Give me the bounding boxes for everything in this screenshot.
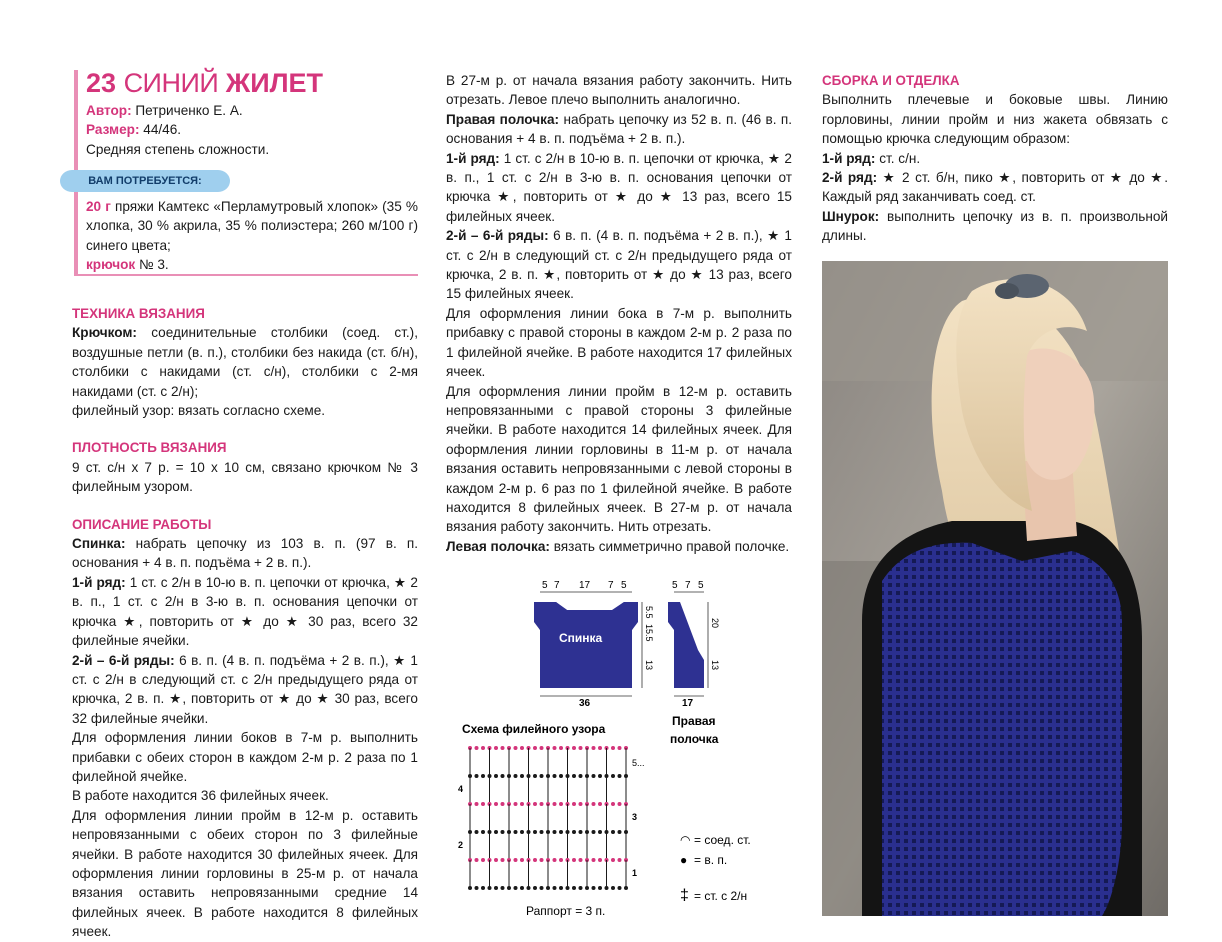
chain-stitch-dot <box>520 830 524 834</box>
chain-stitch-dot <box>514 886 518 890</box>
legend-symbol-1: ◠ <box>680 833 691 847</box>
chain-stitch-dot <box>559 746 563 750</box>
chain-stitch-dot <box>533 802 537 806</box>
chain-stitch-dot <box>514 802 518 806</box>
chain-stitch-dot <box>572 802 576 806</box>
chain-stitch-dot <box>553 746 557 750</box>
diagrams-area <box>446 570 816 930</box>
chain-stitch-dot <box>611 802 615 806</box>
chain-stitch-dot <box>475 830 479 834</box>
chain-stitch-dot <box>553 774 557 778</box>
chain-stitch-dot <box>481 746 485 750</box>
legend-symbol-3: ‡ <box>680 887 689 904</box>
back-label: Спинка: <box>72 536 126 552</box>
chain-stitch-dot <box>514 858 518 862</box>
chain-stitch-dot <box>501 774 505 778</box>
chain-stitch-dot <box>514 830 518 834</box>
chain-stitch-dot <box>546 886 550 890</box>
chain-stitch-dot <box>611 886 615 890</box>
chain-stitch-dot <box>520 802 524 806</box>
back-dim-top-2: 7 <box>554 580 560 591</box>
back-dim-top-3: 17 <box>579 580 591 591</box>
page-title <box>86 68 323 99</box>
chain-stitch-dot <box>520 886 524 890</box>
chain-stitch-dot <box>481 858 485 862</box>
chain-stitch-dot <box>598 802 602 806</box>
chain-stitch-dot <box>605 886 609 890</box>
chain-stitch-dot <box>514 774 518 778</box>
chain-stitch-dot <box>540 830 544 834</box>
row-number-1: 1 <box>632 868 638 878</box>
chain-stitch-dot <box>559 830 563 834</box>
chain-stitch-dot <box>579 886 583 890</box>
size-value: 44/46. <box>143 122 182 138</box>
chain-stitch-dot <box>572 886 576 890</box>
chain-stitch-dot <box>481 774 485 778</box>
chain-stitch-dot <box>533 858 537 862</box>
back-dim-side-1: 5.5 <box>644 606 654 619</box>
chain-stitch-dot <box>572 858 576 862</box>
right-front-text: набрать цепочку из 52 в. п. (46 в. п. основания + 4 в. п. подъёма + 2 в. п.). <box>446 111 793 147</box>
chain-stitch-dot <box>481 802 485 806</box>
column-1 <box>72 304 418 942</box>
back-dim-top-5: 5 <box>621 580 627 591</box>
front-row1-text: 1 ст. с 2/н в 10-ю в. п. цепочки от крючка, ★ 2 в. п., 1 ст. с 2/н в 3-ю в. п. основания цепочки от крючка ★, повторить от ★ до ★ 13 раз, всего 15 филейных ячеек. <box>446 150 792 224</box>
chain-stitch-dot <box>624 886 628 890</box>
front-dim-side-1: 20 <box>710 618 720 629</box>
back-para-1: Для оформления линии боков в 7-м р. выполнить прибавки с обеих сторон в каждом 2-м р. 2 раза по 1 филейной ячейке. <box>72 730 418 784</box>
lace-text: выполнить цепочку из в. п. произвольной длины. <box>822 208 1168 244</box>
back-piece-label: Спинка <box>559 631 603 645</box>
chain-stitch-dot <box>579 746 583 750</box>
chain-stitch-dot <box>579 858 583 862</box>
yarn-text: пряжи Камтекс «Перламутровый хлопок» (35 % хлопка, 30 % акрила, 35 % полиэстера; 260 м/100 г) синего цвета; <box>86 199 418 253</box>
chain-stitch-dot <box>592 830 596 834</box>
front-dim-top-3: 5 <box>698 580 704 591</box>
density-text: 9 ст. с/н х 7 р. = 10 х 10 см, связано крючком № 3 филейным узором. <box>72 459 418 495</box>
chain-stitch-dot <box>618 858 622 862</box>
chain-stitch-dot <box>475 858 479 862</box>
chain-stitch-dot <box>501 886 505 890</box>
front-row2-label: 2-й – 6-й ряды: <box>446 228 549 244</box>
chain-stitch-dot <box>488 886 492 890</box>
edge-row1-label: 1-й ряд: <box>822 150 876 166</box>
legend-text-2: = в. п. <box>694 853 728 867</box>
technique-label: Крючком: <box>72 325 137 341</box>
col2-para-2: Для оформления линии пройм в 12-м р. оставить непровязанными с правой стороны 3 филейные ячейки. В работе находится 14 филейных ячеек. Для оформления линии горловины в 11-м р. от начала вязания оставить непровязанными с левой стороны в каждом 2-м р. 6 раз по 1 филейной ячейке. В работе находится 8 филейных ячеек. В 27-м р. от начала вязания работу закончить. Нить отрезать. <box>446 383 792 535</box>
chain-stitch-dot <box>494 802 498 806</box>
chain-stitch-dot <box>611 774 615 778</box>
row-number-3: 3 <box>632 812 638 822</box>
chain-stitch-dot <box>598 886 602 890</box>
back-row2-label: 2-й – 6-й ряды: <box>72 652 175 668</box>
chain-stitch-dot <box>592 746 596 750</box>
chain-stitch-dot <box>592 886 596 890</box>
difficulty: Средняя степень сложности. <box>86 141 270 157</box>
chain-stitch-dot <box>618 802 622 806</box>
back-dim-side-2: 15.5 <box>644 624 654 642</box>
row-number-2: 2 <box>458 840 464 850</box>
chain-stitch-dot <box>540 858 544 862</box>
description-heading: ОПИСАНИЕ РАБОТЫ <box>72 516 212 532</box>
scheme-grid <box>468 746 628 890</box>
title-word-1: СИНИЙ <box>123 68 219 98</box>
chain-stitch-dot <box>475 774 479 778</box>
chain-stitch-dot <box>533 830 537 834</box>
author-label: Автор: <box>86 103 132 118</box>
chain-stitch-dot <box>494 746 498 750</box>
scheme-title: Схема филейного узора <box>462 722 606 736</box>
chain-stitch-dot <box>553 886 557 890</box>
chain-stitch-dot <box>553 858 557 862</box>
back-piece-diagram <box>534 580 654 709</box>
chain-stitch-dot <box>553 830 557 834</box>
pattern-number: 23 <box>86 68 117 98</box>
back-para-2: В работе находится 36 филейных ячеек. <box>72 788 329 804</box>
front-dim-side-2: 13 <box>710 660 720 671</box>
chain-stitch-dot <box>553 802 557 806</box>
front-row2-text: 6 в. п. (4 в. п. подъёма + 2 в. п.), ★ 1 ст. с 2/н в следующий ст. с 2/н предыдущего ряда от крючка, 2 в. п. ★, повторить от ★ до ★ 13 раз, всего 15 филейных ячеек. <box>446 228 792 302</box>
chain-stitch-dot <box>618 830 622 834</box>
chain-stitch-dot <box>585 886 589 890</box>
chain-stitch-dot <box>566 886 570 890</box>
assembly-heading: СБОРКА И ОТДЕЛКА <box>822 73 960 88</box>
chain-stitch-dot <box>559 858 563 862</box>
row-number-4: 4 <box>458 784 464 794</box>
title-word-2: ЖИЛЕТ <box>225 68 324 98</box>
pattern-diagrams <box>446 570 816 930</box>
filet-scheme <box>458 722 645 918</box>
chain-stitch-dot <box>572 746 576 750</box>
chain-stitch-dot <box>572 830 576 834</box>
rapport-text: Раппорт = 3 п. <box>526 904 606 918</box>
chain-stitch-dot <box>520 774 524 778</box>
chain-stitch-dot <box>579 774 583 778</box>
hook-value: № 3. <box>138 257 169 273</box>
edge-row2-label: 2-й ряд: <box>822 170 878 186</box>
chain-stitch-dot <box>611 858 615 862</box>
chain-stitch-dot <box>540 802 544 806</box>
back-text: набрать цепочку из 103 в. п. (97 в. п. основания + 4 в. п. подъёма + 2 в. п.). <box>72 536 419 571</box>
chain-stitch-dot <box>501 746 505 750</box>
size-label: Размер: <box>86 122 140 138</box>
front-dim-top-1: 5 <box>672 580 678 591</box>
legend-symbol-2: ● <box>680 853 688 867</box>
yarn-amount: 20 г <box>86 199 111 214</box>
chain-stitch-dot <box>611 746 615 750</box>
chain-stitch-dot <box>559 886 563 890</box>
col2-para-1: Для оформления линии бока в 7-м р. выполнить прибавку с правой стороны в каждом 2-м р. 2 раза по 1 филейной ячейке. В работе находится 17 филейных ячеек. <box>446 305 792 380</box>
chain-stitch-dot <box>520 746 524 750</box>
chain-stitch-dot <box>559 802 563 806</box>
chain-stitch-dot <box>533 774 537 778</box>
scheme-legend <box>680 833 751 904</box>
legend-text-1: = соед. ст. <box>694 833 751 847</box>
technique-text-2: филейный узор: вязать согласно схеме. <box>72 403 326 419</box>
assembly-text: Выполнить плечевые и боковые швы. Линию горловины, линии пройм и низ жакета обвязать с помощью крючка следующим образом: <box>822 92 1168 147</box>
chain-stitch-dot <box>481 886 485 890</box>
chain-stitch-dot <box>520 858 524 862</box>
front-dim-top-2: 7 <box>685 580 691 591</box>
back-para-3: Для оформления линии пройм в 12-м р. оставить непровязанными с обеих сторон по 3 филейные ячейки. В работе находится 30 филейных ячеек. Для оформления линии горловины в 25-м р. от начала вязания оставить непровязанными средние 14 филейных ячеек. В работе находится 8 филейных ячеек. <box>72 807 418 940</box>
chain-stitch-dot <box>592 802 596 806</box>
chain-stitch-dot <box>501 858 505 862</box>
chain-stitch-dot <box>598 774 602 778</box>
density-heading: ПЛОТНОСТЬ ВЯЗАНИЯ <box>72 440 227 456</box>
lace-label: Шнурок: <box>822 208 880 224</box>
chain-stitch-dot <box>579 802 583 806</box>
chain-stitch-dot <box>618 886 622 890</box>
chain-stitch-dot <box>598 858 602 862</box>
materials-badge: ВАМ ПОТРЕБУЕТСЯ: <box>60 170 230 192</box>
back-dim-side-3: 13 <box>644 660 654 671</box>
front-dim-bottom: 17 <box>682 698 694 709</box>
hook-label: крючок <box>86 257 136 273</box>
technique-heading: ТЕХНИКА ВЯЗАНИЯ <box>72 306 205 321</box>
chain-stitch-dot <box>540 886 544 890</box>
chain-stitch-dot <box>475 802 479 806</box>
back-dim-bottom: 36 <box>579 698 591 709</box>
chain-stitch-dot <box>592 858 596 862</box>
chain-stitch-dot <box>494 774 498 778</box>
chain-stitch-dot <box>533 746 537 750</box>
chain-stitch-dot <box>559 774 563 778</box>
col2-para-0: В 27-м р. от начала вязания работу закончить. Нить отрезать. Левое плечо выполнить аналогично. <box>446 73 792 108</box>
technique-text: соединительные столбики (соед. ст.), воздушные петли (в. п.), столбики без накида (ст. б/н), столбики с накидами (ст. с/н), столбики с 2-мя накидами (ст. с 2/н); <box>72 325 418 399</box>
left-front-label: Левая полочка: <box>446 538 550 554</box>
chain-stitch-dot <box>598 746 602 750</box>
chain-stitch-dot <box>533 886 537 890</box>
chain-stitch-dot <box>494 886 498 890</box>
left-front-text: вязать симметрично правой полочке. <box>553 538 790 554</box>
chain-stitch-dot <box>618 774 622 778</box>
edge-row2-text: ★ 2 ст. б/н, пико ★, повторить от ★ до ★. Каждый ряд заканчивать соед. ст. <box>822 170 1168 205</box>
back-dim-top-4: 7 <box>608 580 614 591</box>
chain-stitch-dot <box>475 886 479 890</box>
front-row1-label: 1-й ряд: <box>446 150 500 166</box>
chain-stitch-dot <box>611 830 615 834</box>
author-value: Петриченко Е. А. <box>135 103 243 118</box>
front-caption-2: полочка <box>670 732 719 746</box>
chain-stitch-dot <box>475 746 479 750</box>
chain-stitch-dot <box>598 830 602 834</box>
chain-stitch-dot <box>514 746 518 750</box>
header-info <box>86 101 418 159</box>
back-row1-text: 1 ст. с 2/н в 10-ю в. п. цепочки от крючка, ★ 2 в. п., 1 ст. с 2/н в 3-ю в. п. основания цепочки от крючка ★, повторить от ★ до ★ 30 раз, всего 32 филейные ячейки. <box>72 574 418 649</box>
chain-stitch-dot <box>494 858 498 862</box>
edge-row1-text: ст. с/н. <box>879 150 921 166</box>
chain-stitch-dot <box>481 830 485 834</box>
column-3 <box>822 71 1168 246</box>
chain-stitch-dot <box>540 746 544 750</box>
column-2 <box>446 71 792 556</box>
chain-stitch-dot <box>540 774 544 778</box>
materials <box>86 197 418 275</box>
model-photo <box>822 261 1168 916</box>
chain-stitch-dot <box>618 746 622 750</box>
front-caption-1: Правая <box>672 714 716 728</box>
chain-stitch-dot <box>572 774 576 778</box>
chain-stitch-dot <box>501 830 505 834</box>
legend-text-3: = ст. с 2/н <box>694 889 748 903</box>
right-front-label: Правая полочка: <box>446 111 560 127</box>
back-row2-text: 6 в. п. (4 в. п. подъёма + 2 в. п.), ★ 1 ст. с 2/н в следующий ст. с 2/н предыдущего ряда от крючка, 2 в. п. ★, повторить от ★ до ★ 30 раз, всего 32 филейные ячейки. <box>72 652 418 726</box>
back-row1-label: 1-й ряд: <box>72 574 126 590</box>
chain-stitch-dot <box>579 830 583 834</box>
back-dim-top-1: 5 <box>542 580 548 591</box>
row-number-5: 5... <box>632 758 645 768</box>
chain-stitch-dot <box>527 886 531 890</box>
chain-stitch-dot <box>592 774 596 778</box>
chain-stitch-dot <box>507 886 511 890</box>
chain-stitch-dot <box>501 802 505 806</box>
chain-stitch-dot <box>468 886 472 890</box>
front-piece-diagram <box>668 580 720 746</box>
chain-stitch-dot <box>494 830 498 834</box>
